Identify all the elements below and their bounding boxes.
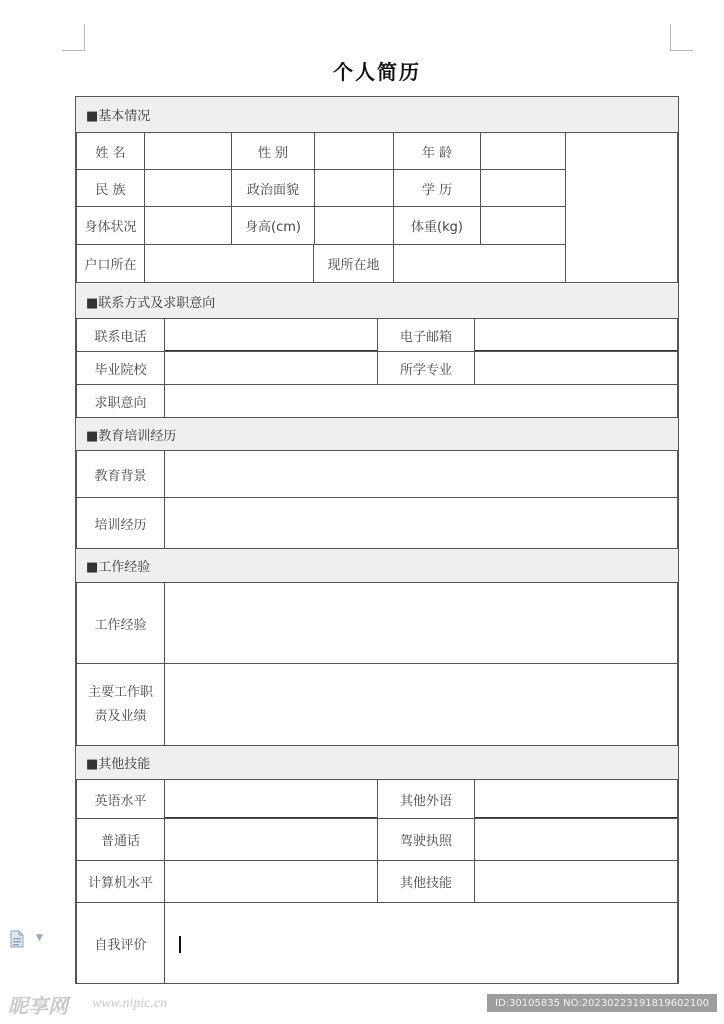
watermark-logo: 昵享网 <box>8 994 68 1018</box>
label-major: 所学专业 <box>377 351 475 385</box>
label-email: 电子邮箱 <box>377 318 475 352</box>
label-training: 培训经历 <box>76 497 165 549</box>
field-email[interactable] <box>474 318 678 352</box>
label-duties <box>76 663 165 746</box>
field-training[interactable] <box>164 497 678 549</box>
field-hukou[interactable] <box>144 244 314 283</box>
text-cursor <box>179 936 181 953</box>
field-license[interactable] <box>474 818 678 861</box>
field-computer[interactable] <box>164 860 378 903</box>
label-other-language: 其他外语 <box>377 779 475 819</box>
watermark-url: www.nipic.cn <box>92 996 168 1011</box>
field-political[interactable] <box>314 169 394 207</box>
label-name: 姓 名 <box>76 132 145 170</box>
watermark-id: ID:30105835 NO:20230223191819602100 <box>487 994 717 1012</box>
label-age: 年 龄 <box>393 132 481 170</box>
label-computer: 计算机水平 <box>76 860 165 903</box>
crop-mark-top-right <box>670 24 693 51</box>
field-work-experience[interactable] <box>164 582 678 664</box>
label-intention: 求职意向 <box>76 384 165 418</box>
label-english: 英语水平 <box>76 779 165 819</box>
field-ethnicity[interactable] <box>144 169 232 207</box>
field-health[interactable] <box>144 206 232 245</box>
label-duties-line1: 主要工作职 <box>87 684 153 700</box>
label-hukou: 户口所在 <box>76 244 145 283</box>
field-school[interactable] <box>164 351 378 385</box>
field-gender[interactable] <box>314 132 394 170</box>
field-degree[interactable] <box>480 169 566 207</box>
section-header-contact: ■联系方式及求职意向 <box>76 284 678 318</box>
label-other-skills: 其他技能 <box>377 860 475 903</box>
field-name[interactable] <box>144 132 232 170</box>
label-political: 政治面貌 <box>231 169 315 207</box>
label-health: 身体状况 <box>76 206 145 245</box>
field-intention[interactable] <box>164 384 678 418</box>
page-title: 个人简历 <box>333 60 421 84</box>
chevron-down-icon[interactable]: ▼ <box>36 933 43 943</box>
label-ethnicity: 民 族 <box>76 169 145 207</box>
section-header-work: ■工作经验 <box>76 549 678 582</box>
field-duties[interactable] <box>164 663 678 746</box>
field-mandarin[interactable] <box>164 818 378 861</box>
field-weight[interactable] <box>480 206 566 245</box>
label-duties-line2: 责及业绩 <box>94 708 147 724</box>
section-header-basic: ■基本情况 <box>76 97 678 132</box>
field-self-eval[interactable] <box>164 902 678 984</box>
field-education-background[interactable] <box>164 450 678 498</box>
field-other-language[interactable] <box>474 779 678 819</box>
label-degree: 学 历 <box>393 169 481 207</box>
label-weight: 体重(kg) <box>393 206 481 245</box>
label-height: 身高(cm) <box>231 206 315 245</box>
field-phone[interactable] <box>164 318 378 352</box>
label-self-eval: 自我评价 <box>76 902 165 984</box>
field-major[interactable] <box>474 351 678 385</box>
field-other-skills[interactable] <box>474 860 678 903</box>
crop-mark-top-left <box>62 24 85 51</box>
label-license: 驾驶执照 <box>377 818 475 861</box>
label-work-experience: 工作经验 <box>76 582 165 664</box>
photo-area[interactable] <box>565 132 678 283</box>
label-education-background: 教育背景 <box>76 450 165 498</box>
field-age[interactable] <box>480 132 566 170</box>
label-mandarin: 普通话 <box>76 818 165 861</box>
label-phone: 联系电话 <box>76 318 165 352</box>
field-residence[interactable] <box>393 244 566 283</box>
document-icon[interactable] <box>10 930 24 948</box>
label-residence: 现所在地 <box>313 244 394 283</box>
field-english[interactable] <box>164 779 378 819</box>
label-school: 毕业院校 <box>76 351 165 385</box>
field-height[interactable] <box>314 206 394 245</box>
section-header-skills: ■其他技能 <box>76 746 678 779</box>
section-header-education: ■教育培训经历 <box>76 418 678 450</box>
label-gender: 性 别 <box>231 132 315 170</box>
